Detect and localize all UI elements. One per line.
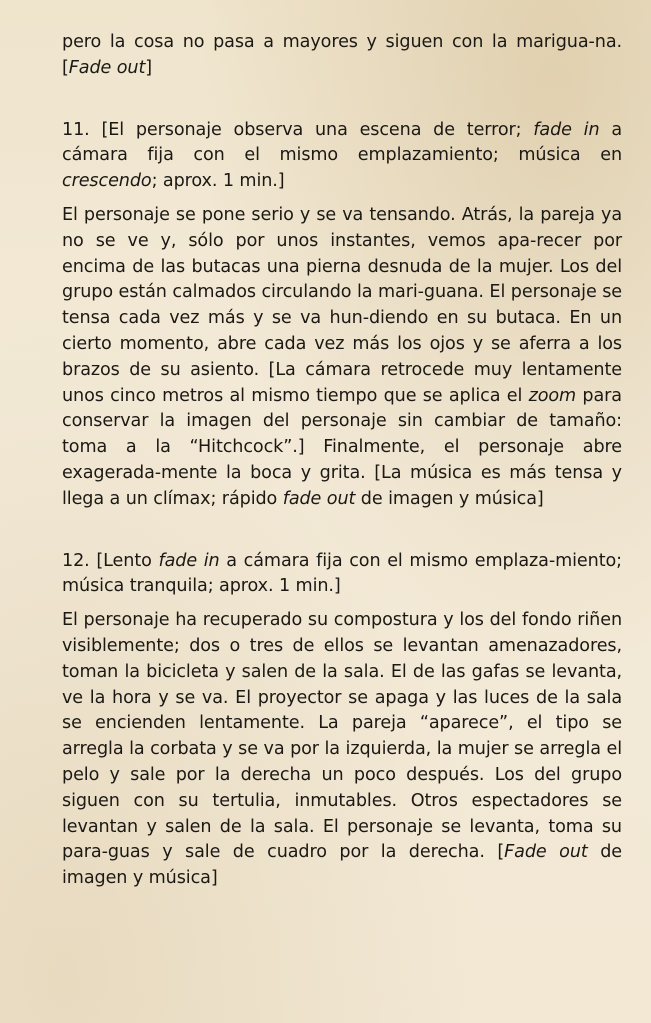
paragraph-text: El personaje se pone serio y se va tensando. Atrás, la pareja ya no se ve y, sólo por unos instantes, vemos apa-recer por encima de las butacas una pierna desnuda de la mujer. Los del grupo están calmados circulando la mari-guana. El personaje se tensa cada vez más y se va hun-diendo en su butaca. En un cierto momento, abre cada vez más los ojos y se aferra a los brazos de su asiento. [La cámara retrocede muy lentamente unos cinco metros al mismo tiempo que se aplica el [62, 204, 622, 406]
book-page [62, 30, 622, 892]
paragraph-text: a cámara fija con el mismo emplazamiento; música en [62, 119, 622, 166]
section-gap [62, 513, 622, 549]
paragraph-italic: crescendo [62, 171, 152, 192]
paragraph-italic: fade in [533, 119, 600, 140]
scene-12-body [62, 608, 622, 892]
paragraph-text: 12. [Lento [62, 550, 159, 571]
scene-11-heading [62, 118, 622, 195]
paragraph-text: de imagen y música] [355, 488, 544, 509]
scene-12-heading [62, 549, 622, 601]
paragraph-text: de imagen y música] [62, 842, 622, 889]
paragraph-italic: zoom [528, 385, 577, 406]
paragraph-gap [62, 195, 622, 203]
paragraph-italic: fade out [282, 488, 356, 509]
paragraph-continuation [62, 30, 622, 82]
paragraph-text: ] [145, 57, 153, 78]
paragraph-gap [62, 600, 622, 608]
paragraph-italic: fade in [158, 550, 220, 571]
paragraph-text: 11. [El personaje observa una escena de terror; [62, 119, 534, 140]
paragraph-text: El personaje ha recuperado su compostura y los del fondo riñen visiblemente; dos o tres de ellos se levantan amenazadores, toman la bicicleta y salen de la sala. El de las gafas se levanta, ve la hora y se va. El proyector se apaga y las luces de la sala se encienden lentamente. La pareja “aparece”, el tipo se arregla la corbata y se va por la izquierda, la mujer se arregla el pelo y sale por la derecha un poco después. Los del grupo siguen con su tertulia, inmutables. Otros espectadores se levantan y salen de la sala. El personaje se levanta, toma su para-guas y sale de cuadro por la derecha. [ [62, 610, 622, 863]
paragraph-text: ; aprox. 1 min.] [151, 171, 285, 192]
paragraph-text: a cámara fija con el mismo emplaza-miento; música tranquila; aprox. 1 min.] [62, 550, 622, 597]
paragraph-italic: Fade out [504, 842, 588, 863]
section-gap [62, 82, 622, 118]
paragraph-text: para conservar la imagen del personaje sin cambiar de tamaño: toma a la “Hitchcock”.] Finalmente, el personaje abre exagerada-mente la boca y grita. [La música es más tensa y llega a un clímax; rápido [62, 385, 622, 509]
paragraph-text: pero la cosa no pasa a mayores y siguen con la marigua-na. [ [62, 32, 622, 78]
scene-11-body [62, 203, 622, 513]
paragraph-italic: Fade out [68, 57, 146, 78]
